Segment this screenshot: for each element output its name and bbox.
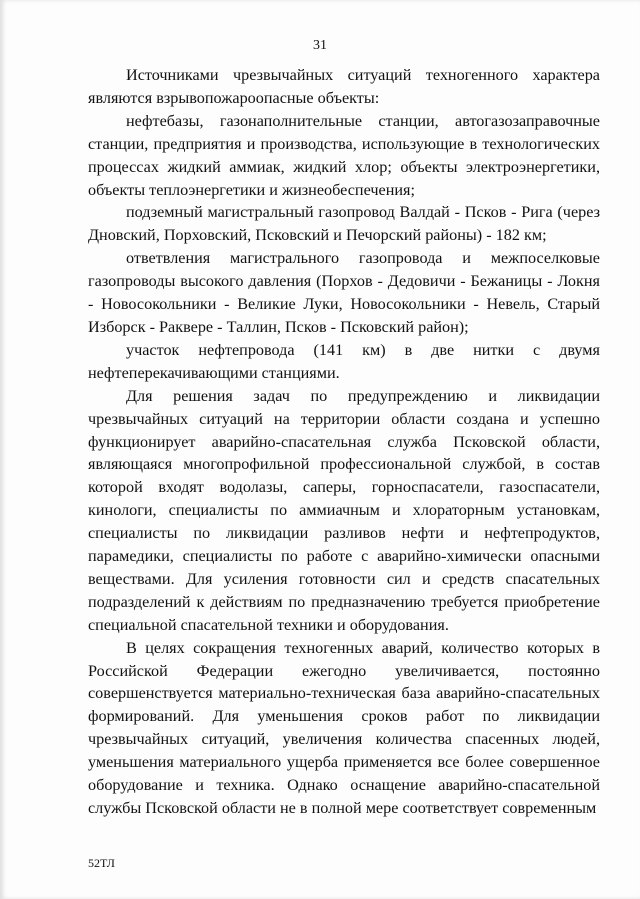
- paragraph-oil-depots: нефтебазы, газонаполнительные станции, автогазозаправочные станции, предприятия и производства, использующие в технологических процессах жидкий аммиак, жидкий хлор; объекты электроэнергетики, объекты теплоэнергетики и жизнеобеспечения;: [88, 111, 600, 199]
- document-body: [88, 64, 600, 820]
- paragraph-pipeline-branches: ответвления магистрального газопровода и межпоселковые газопроводы высокого давления (Порхов - Дедовичи - Бежаницы - Локня - Новосокольники - Великие Луки, Новосокольники - Невель, Старый Изборск - Раквере - Таллин, Псков - Псковский район);: [88, 249, 600, 336]
- page-number: 31: [313, 38, 327, 53]
- paragraph-oil-pipeline: участок нефтепровода (141 км) в две нитки с двумя нефтеперекачивающими станциями.: [88, 340, 600, 382]
- paragraph-technical-base: В целях сокращения техногенных аварий, количество которых в Российской Федерации ежегодно увеличивается, постоянно совершенствуется материально-техническая база аварийно-спасательных формирований. Для уменьшения сроков работ по ликвидации чрезвычайных ситуаций, увеличения количества спасенных людей, уменьшения материального ущерба применяется все более совершенное оборудование и техника. Однако оснащение аварийно-спасательной службы Псковской области не в полной мере соответствует современным: [88, 638, 600, 817]
- paragraph-gas-pipeline: подземный магистральный газопровод Валдай - Псков - Рига (через Дновский, Порховский, Псковский и Печорский районы) - 182 км;: [88, 203, 600, 245]
- paragraph-rescue-service: Для решения задач по предупреждению и ликвидации чрезвычайных ситуаций на территории области создана и успешно функционирует аварийно-спасательная служба Псковской области, являющаяся многопрофильной профессиональной службой, в состав которой входят водолазы, саперы, горноспасатели, газоспасатели, кинологи, специалисты по аммиачным и хлораторным установкам, специалисты по ликвидации разливов нефти и нефтепродуктов, парамедики, специалисты по работе с аварийно-химически опасными веществами. Для усиления готовности сил и средств спасательных подразделений к действиям по предназначению требуется приобретение специальной спасательной техники и оборудования.: [88, 386, 600, 634]
- paragraph-sources-intro: Источниками чрезвычайных ситуаций техногенного характера являются взрывопожароопасные объекты:: [88, 66, 600, 107]
- footer-code: 52ТЛ: [88, 856, 115, 870]
